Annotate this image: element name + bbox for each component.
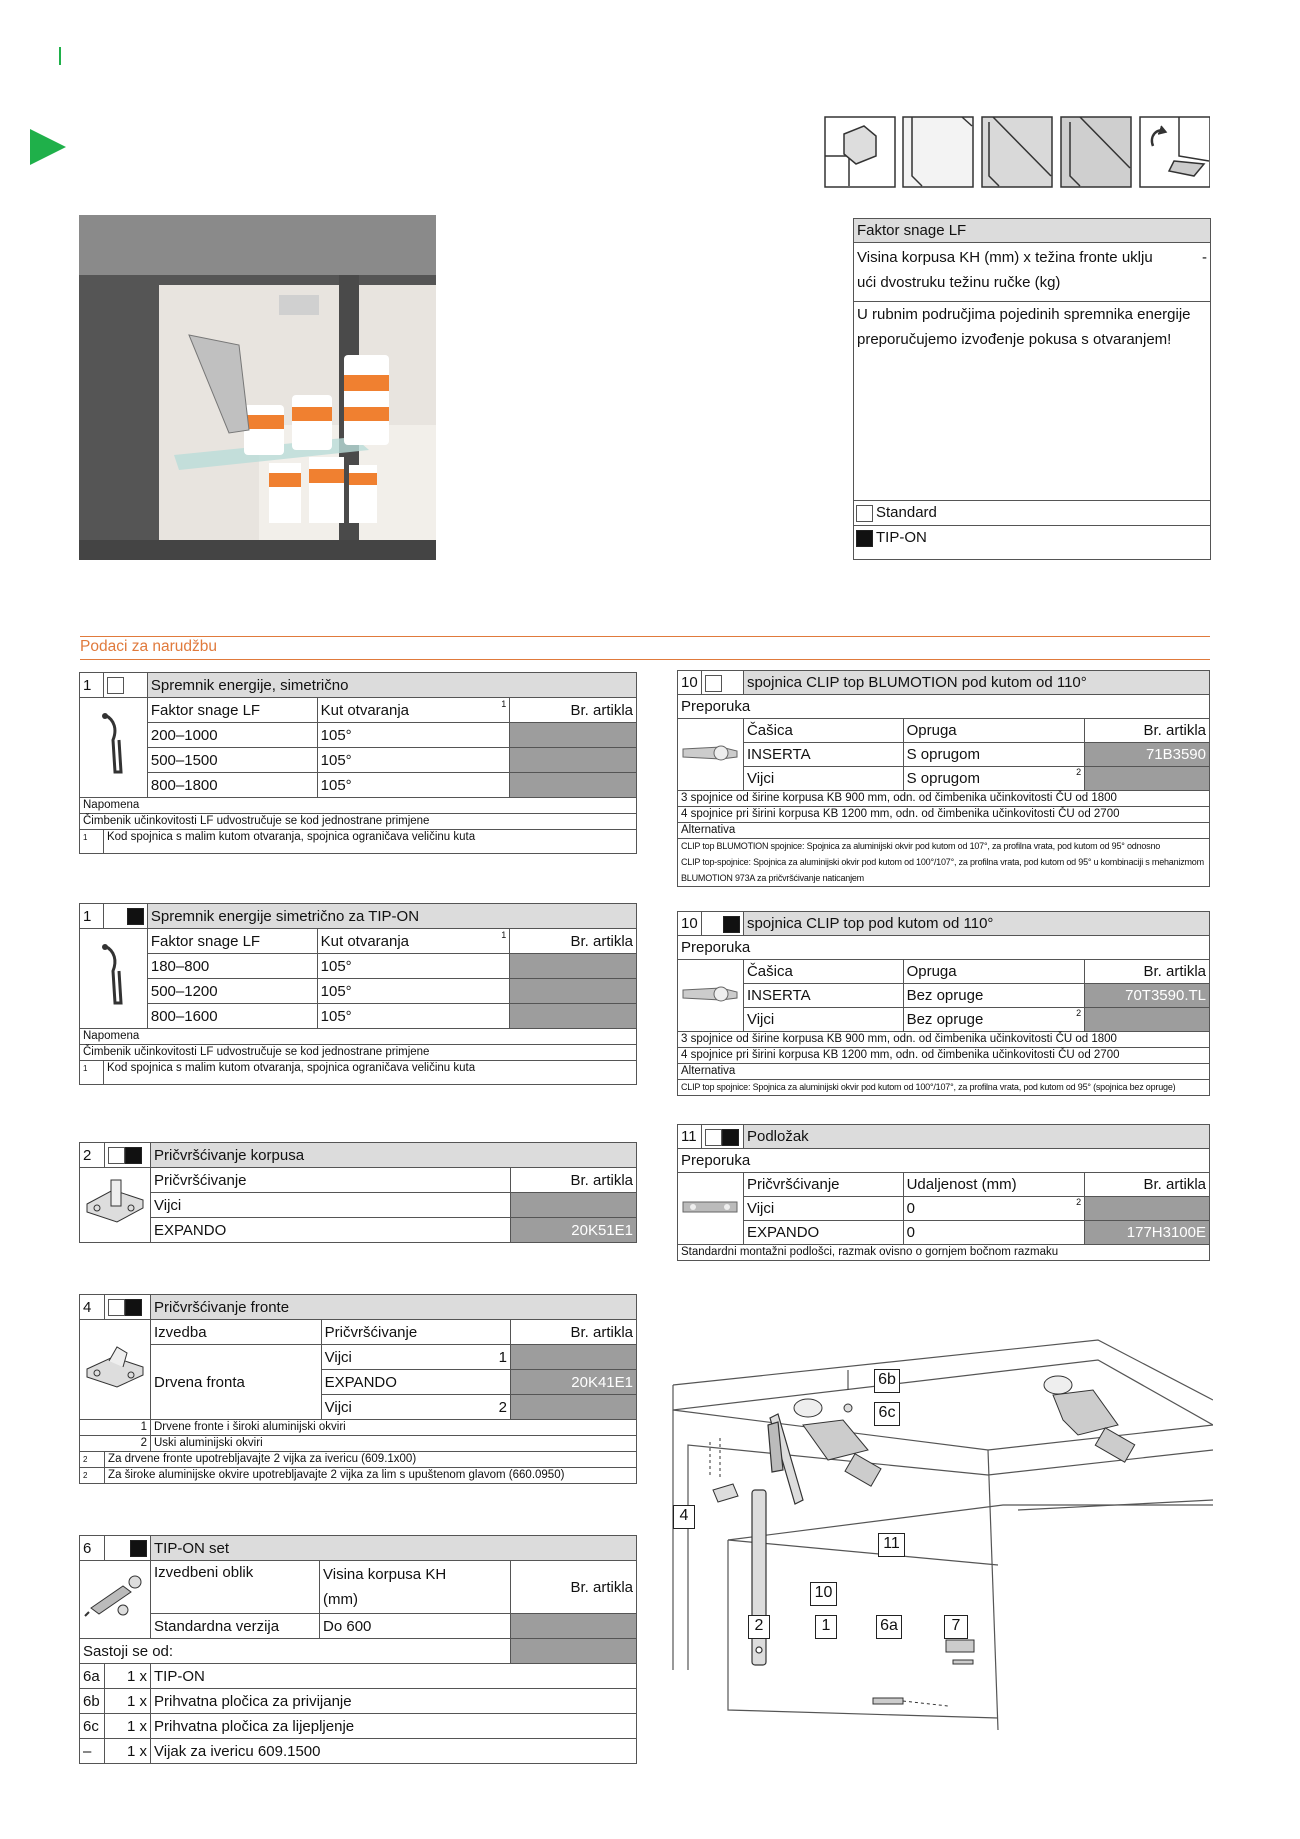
cabinet-corner-icon	[825, 117, 895, 187]
hinge-image	[678, 960, 744, 1032]
info-box-formula-2: ući dvostruku težinu ručke (kg)	[857, 274, 1061, 291]
table-row: 180–800 105°	[80, 954, 637, 979]
table-clip-top-blumotion: 10 spojnica CLIP top BLUMOTION pod kutom od 110° Preporuka Čašica Opruga Br. artikla INSERTA S oprugom 71B3590 Vijci S oprugom 2 3 spojnice od širine korpusa KB 900 mm, odn. od čimbenika učinkovitosti ČU od 1800 4 spojnice pri širini korpusa KB 1200 mm, odn. od čimbenika učinkovitosti ČU od 2700 Alternativa CLIP top BLUMOTION spojnice: Spojnica za aluminijski okvir pod kutom od 107°, za profilna vrata, pod kutom od 95° odnosno CLIP top-spojnice: Spojnica za aluminijski okvir pod kutom od 100°/107°, za profilna vrata, pod kutom od 95° u kombinaciji s mehanizmom BLUMOTION 973A za pričvršćivanje naticanjem	[677, 670, 1210, 887]
section-arrow-icon	[28, 127, 68, 167]
table-row: 200–1000 105°	[80, 723, 637, 748]
mounting-plate-icon	[681, 1194, 739, 1218]
table-mounting-plate: 11 Podložak Preporuka Pričvršćivanje Udaljenost (mm) Br. artikla Vijci 0 2 EXPANDO 0 177H3100E Standardni montažni podlošci, razmak ovisno o gornjem bočnom razmaku	[677, 1124, 1210, 1261]
mounting-plate-icon	[83, 1174, 147, 1230]
tipon-box	[127, 908, 144, 925]
lift-arm-image	[80, 929, 148, 1029]
col-kut: Kut otvaranja 1	[317, 698, 510, 723]
tipon-7	[946, 1640, 974, 1664]
table-row: Vijci 1	[80, 1345, 637, 1370]
legend-standard: Standard	[876, 504, 937, 521]
tipon-image	[80, 1561, 151, 1639]
item-number: 1	[80, 904, 104, 929]
standard-swatch	[856, 505, 873, 522]
front-plate-image	[80, 1320, 151, 1420]
table-title: Podložak	[743, 1125, 1209, 1149]
tipon-device-icon	[83, 1572, 147, 1622]
table-row: EXPANDO 0 177H3100E	[678, 1221, 1210, 1245]
table-row: Drvena fronta EXPANDO 20K41E1	[80, 1370, 637, 1395]
note-text: Čimbenik učinkovitosti LF udvostručuje se kod jednostrane primjene	[80, 814, 637, 830]
section-rule-bottom	[80, 659, 1210, 660]
lift-arm-icon	[93, 710, 133, 780]
table-row: 6a 1 x TIP-ON	[80, 1664, 637, 1689]
footnote-text: Kod spojnica s malim kutom otvaranja, spojnica ograničava veličinu kuta	[103, 830, 636, 854]
callout-1: 1	[815, 1615, 837, 1639]
lift-arm-image	[80, 698, 148, 798]
table-row: INSERTA S oprugom 71B3590	[678, 743, 1210, 767]
table-tipon-set: 6 TIP-ON set Izvedbeni oblik Visina korpusa KH (mm) Br. artikla Standardna verzija Do 600 Sastoji se od: 6a 1 x TIP-ON 6b 1 x Prihvatna pločica za privijanje 6c 1 x Prihvatna pločica za lijepljenje – 1 x Vijak za ivericu 609.1500	[79, 1535, 637, 1764]
info-box-note: U rubnim područjima pojedinih spremnika energije preporučujemo izvođenje pokusa s otvaranjem!	[854, 301, 1210, 500]
table-row: Standardna verzija Do 600	[80, 1614, 637, 1639]
callout-6a: 6a	[876, 1615, 902, 1639]
full-overlay-icon	[903, 117, 973, 187]
hinge-left	[794, 1399, 881, 1486]
table-row: 800–1800 105°	[80, 773, 637, 798]
tipon-6a	[873, 1698, 948, 1706]
table-row: Vijci 2	[80, 1395, 637, 1420]
table-row: 500–1500 105°	[80, 748, 637, 773]
front-bracket-icon	[83, 1339, 147, 1395]
section-title: Podaci za narudžbu	[80, 638, 218, 655]
table-title: spojnica CLIP top BLUMOTION pod kutom od 110°	[743, 671, 1209, 695]
hinge-icon	[681, 978, 739, 1008]
section-rule-top	[80, 636, 1210, 637]
callout-6c: 6c	[874, 1402, 900, 1426]
table-row: 6c 1 x Prihvatna pločica za lijepljenje	[80, 1714, 637, 1739]
table-energy-store-tipon: 1 Spremnik energije simetrično za TIP-ON Faktor snage LF Kut otvaranja 1 Br. artikla 180–800 105° 500–1200 105° 800–1600 105° Napomena Čimbenik učinkovitosti LF udvostručuje se kod jednostrane primjene 1 Kod spojnica s malim kutom otvaranja, spojnica ograničava veličinu kuta	[79, 903, 637, 1085]
table-title: Pričvršćivanje fronte	[151, 1295, 637, 1320]
callout-2: 2	[748, 1615, 770, 1639]
callout-11: 11	[878, 1533, 905, 1557]
col-artikl: Br. artikla	[510, 698, 637, 723]
table-cabinet-fixing: 2 Pričvršćivanje korpusa Pričvršćivanje Br. artikla Vijci EXPANDO 20K51E1	[79, 1142, 637, 1243]
info-box	[853, 218, 1211, 560]
table-row: 800–1600 105°	[80, 1004, 637, 1029]
table-title: Spremnik energije simetrično za TIP-ON	[147, 904, 636, 929]
half-overlay-icon	[982, 117, 1052, 187]
table-row: INSERTA Bez opruge 70T3590.TL	[678, 984, 1210, 1008]
product-photo	[79, 215, 436, 560]
col-faktor: Faktor snage LF	[147, 698, 317, 723]
table-row: EXPANDO 20K51E1	[80, 1218, 637, 1243]
note-label: Napomena	[80, 798, 637, 814]
table-title: Pričvršćivanje korpusa	[151, 1143, 637, 1168]
info-box-formula-1: Visina korpusa KH (mm) x težina fronte uklju	[857, 249, 1153, 266]
info-box-formula-dash: -	[1202, 249, 1207, 266]
tipon-swatch	[856, 530, 873, 547]
mount-type-icons	[824, 116, 1210, 188]
table-row: – 1 x Vijak za ivericu 609.1500	[80, 1739, 637, 1764]
table-row: Vijci	[80, 1193, 637, 1218]
standard-box	[107, 677, 124, 694]
callout-10: 10	[810, 1582, 837, 1606]
table-front-fixing: 4 Pričvršćivanje fronte Izvedba Pričvršćivanje Br. artikla Vijci 1 Drvena fronta EXPANDO 20K41E1 Vijci 2 1 Drvene fronte i široki aluminijski okviri 2 Uski aluminijski okviri 2 Za drvene fronte upotrebljavajte 2 vijka za ivericu (609.1x00) 2 Za široke aluminijske okvire upotrebljavajte 2 vijka za lim s upuštenom glavom (660.0950)	[79, 1294, 637, 1484]
lift-arm-icon	[93, 941, 133, 1011]
item-number: 1	[80, 673, 104, 698]
plate-image	[678, 1173, 744, 1245]
table-row: Vijci 0 2	[678, 1197, 1210, 1221]
plate-6b-6c	[844, 1370, 852, 1412]
table-row: 500–1200 105°	[80, 979, 637, 1004]
callout-7: 7	[944, 1615, 968, 1639]
inset-icon	[1061, 117, 1131, 187]
page-marker	[59, 47, 61, 65]
callout-6b: 6b	[874, 1369, 900, 1393]
cabinet-plate-image	[80, 1168, 151, 1243]
assembly-diagram	[668, 1330, 1213, 1730]
info-box-title: Faktor snage LF	[854, 219, 1210, 243]
table-title: spojnica CLIP top pod kutom od 110°	[743, 912, 1209, 936]
hinge-icon	[681, 737, 739, 767]
table-energy-store: 1 Spremnik energije, simetrično Faktor snage LF Kut otvaranja 1 Br. artikla 200–1000 105° 500–1500 105° 800–1800 105° Napomena Čimbenik učinkovitosti LF udvostručuje se kod jednostrane primjene 1 Kod spojnica s malim kutom otvaranja, spojnica ograničava veličinu kuta	[79, 672, 637, 854]
callout-4: 4	[673, 1505, 695, 1529]
hinge-right	[1044, 1376, 1135, 1462]
table-row: Vijci Bez opruge 2	[678, 1008, 1210, 1032]
legend-tipon: TIP-ON	[876, 529, 927, 546]
table-row: 6b 1 x Prihvatna pločica za privijanje	[80, 1689, 637, 1714]
table-title: Spremnik energije, simetrično	[147, 673, 636, 698]
table-title: TIP-ON set	[151, 1536, 637, 1561]
hinge-image	[678, 719, 744, 791]
table-clip-top: 10 spojnica CLIP top pod kutom od 110° Preporuka Čašica Opruga Br. artikla INSERTA Bez opruge 70T3590.TL Vijci Bez opruge 2 3 spojnice od širine korpusa KB 900 mm, odn. od čimbenika učinkovitosti ČU od 1800 4 spojnice pri širini korpusa KB 1200 mm, odn. od čimbenika učinkovitosti ČU od 2700 Alternativa CLIP top spojnice: Spojnica za aluminijski okvir pod kutom od 100°/107°, za profilna vrata, pod kutom od 95° (spojnica bez opruge)	[677, 911, 1210, 1096]
touch-open-icon	[1140, 117, 1210, 187]
table-row: Vijci S oprugom 2	[678, 767, 1210, 791]
